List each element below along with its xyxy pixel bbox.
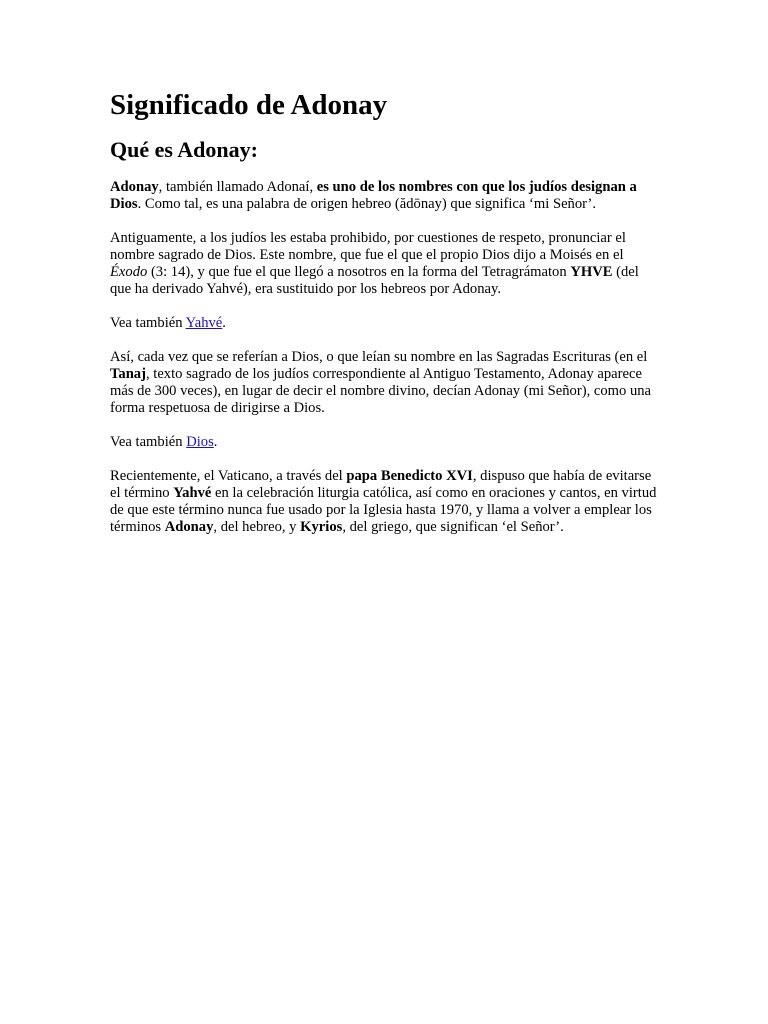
document-page bbox=[110, 86, 662, 536]
term-kyrios: Kyrios bbox=[300, 519, 343, 535]
text-span: Vea también bbox=[110, 315, 186, 331]
term-tanaj: Tanaj bbox=[110, 366, 146, 382]
term-adonay: Adonay bbox=[110, 179, 159, 195]
paragraph-vatican bbox=[110, 468, 662, 536]
text-span: Antiguamente, a los judíos les estaba prohibido, por cuestiones de respeto, pronunciar el nombre sagrado de Dios. Este nombre, que fue el que el propio Dios dijo a Moisés en el bbox=[110, 230, 626, 263]
section-heading: Qué es Adonay: bbox=[110, 137, 258, 162]
term-adonay-2: Adonay bbox=[164, 519, 214, 535]
text-span: . Como tal, es una palabra de origen hebreo (ădōnay) que significa ‘mi Señor’. bbox=[137, 196, 597, 212]
text-span: (3: 14), y que fue el que llegó a nosotros en la forma del Tetragrámaton bbox=[147, 264, 571, 280]
term-yhve: YHVE bbox=[570, 264, 613, 280]
text-span: Así, cada vez que se referían a Dios, o que leían su nombre en las Sagradas Escrituras (en el bbox=[110, 349, 648, 365]
text-span: . bbox=[213, 434, 218, 450]
bold-definition: es uno de los nombres con que los judíos designan a Dios bbox=[110, 179, 637, 212]
paragraph-scriptures bbox=[110, 349, 662, 417]
text-span: . bbox=[222, 315, 226, 331]
see-also-dios bbox=[110, 434, 662, 451]
text-span: Recientemente, el Vaticano, a través del bbox=[110, 468, 347, 484]
paragraph-definition bbox=[110, 179, 662, 213]
text-span: (del que ha derivado Yahvé), era sustituido por los hebreos por Adonay. bbox=[110, 264, 639, 297]
text-span: , dispuso que había de evitarse el término bbox=[110, 468, 652, 501]
text-span: Vea también bbox=[110, 434, 187, 450]
see-also-yahve bbox=[110, 315, 662, 332]
text-span: , también llamado Adonaí, bbox=[158, 179, 317, 195]
text-span: , del griego, que significan ‘el Señor’. bbox=[342, 519, 564, 535]
text-span: , del hebreo, y bbox=[213, 519, 301, 535]
text-span: en la celebración liturgia católica, así como en oraciones y cantos, en virtud de que este término nunca fue usado por la Iglesia hasta 1970, y llama a volver a emplear los términos bbox=[110, 485, 657, 535]
paragraph-history bbox=[110, 230, 662, 298]
italic-exodo: Éxodo bbox=[110, 264, 148, 280]
page-title: Significado de Adonay bbox=[110, 89, 388, 121]
link-dios[interactable]: Dios bbox=[186, 434, 214, 450]
term-yahve: Yahvé bbox=[173, 485, 212, 501]
link-yahve[interactable]: Yahvé bbox=[185, 315, 223, 331]
text-span: , texto sagrado de los judíos correspondiente al Antiguo Testamento, Adonay aparece más de 300 veces), en lugar de decir el nombre divino, decían Adonay (mi Señor), como una forma respetuosa de dirigirse a Dios. bbox=[110, 366, 652, 416]
term-papa: papa Benedicto XVI bbox=[346, 468, 473, 484]
